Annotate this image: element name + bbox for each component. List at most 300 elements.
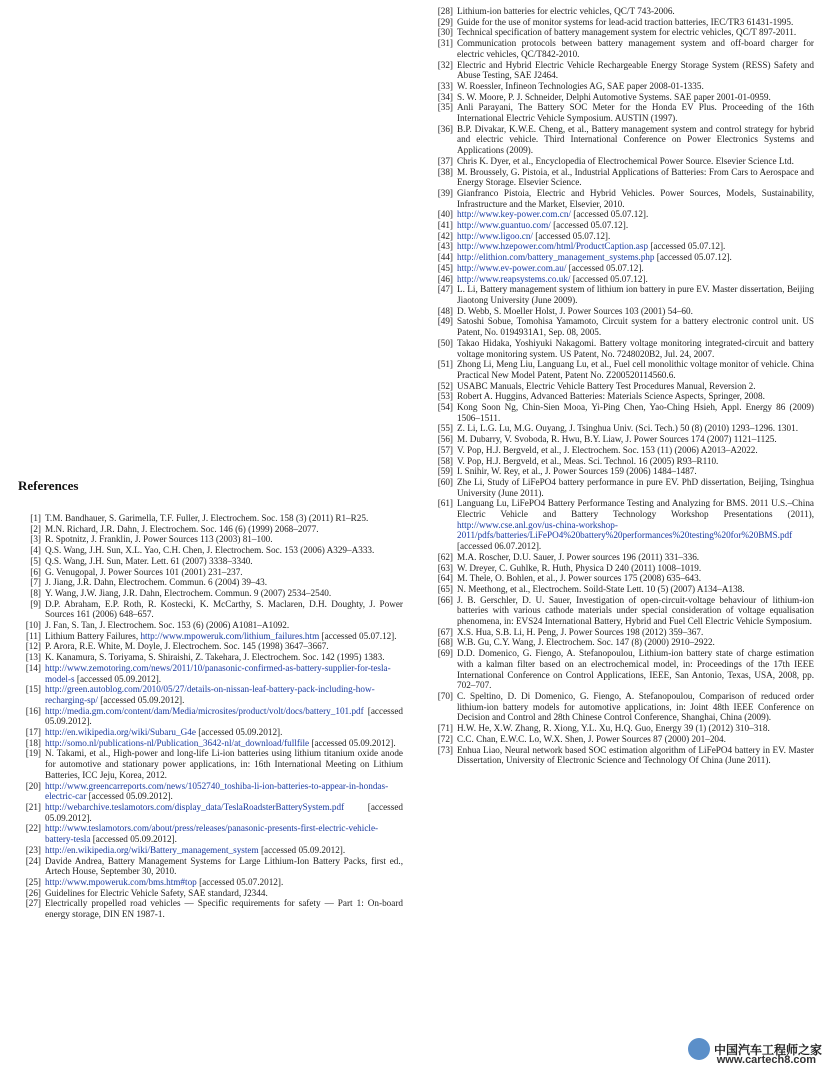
reference-body: M. Dubarry, V. Svoboda, R. Hwu, B.Y. Liaw, J. Power Sources 174 (2007) 1121–1125.	[457, 434, 777, 445]
reference-text	[457, 391, 814, 402]
reference-accessed: [accessed 05.07.12].	[654, 252, 732, 263]
reference-item	[430, 284, 814, 305]
reference-item	[18, 599, 403, 620]
reference-number: [52]	[437, 380, 453, 391]
reference-item	[18, 534, 403, 545]
reference-item	[430, 167, 814, 188]
reference-item	[430, 124, 814, 156]
wechat-logo-icon	[688, 1038, 710, 1060]
reference-accessed: [accessed 05.09.2012].	[86, 791, 173, 802]
reference-text	[45, 748, 403, 780]
reference-text	[457, 231, 814, 242]
reference-accessed: [accessed 05.09.2012].	[258, 844, 346, 855]
reference-text	[45, 652, 403, 663]
reference-body: H.W. He, X.W. Zhang, R. Xiong, Y.L. Xu, H.Q. Guo, Energy 39 (1) (2012) 310–318.	[457, 723, 770, 734]
reference-number: [60]	[437, 476, 453, 487]
reference-number: [54]	[437, 402, 453, 413]
reference-text	[45, 802, 403, 823]
reference-link[interactable]: http://www.greencarreports.com/news/1052740_toshiba-li-ion-batteries-to-appear-in-hondas-electric-car	[45, 780, 389, 802]
reference-text	[45, 684, 403, 705]
reference-link[interactable]: http://en.wikipedia.org/wiki/Battery_management_system	[45, 844, 259, 855]
reference-item	[18, 877, 403, 888]
reference-text	[45, 845, 403, 856]
reference-item	[430, 477, 814, 498]
reference-number: [42]	[437, 230, 453, 241]
reference-number: [61]	[437, 498, 453, 509]
reference-text	[457, 284, 814, 305]
reference-text	[45, 738, 403, 749]
reference-text	[457, 573, 814, 584]
left-reference-list	[18, 513, 403, 920]
reference-item	[430, 595, 814, 627]
reference-body: Lithium-ion batteries for electric vehicles, QC/T 743-2006.	[457, 6, 675, 16]
reference-text	[457, 274, 814, 285]
reference-number: [72]	[437, 733, 453, 744]
reference-item	[18, 577, 403, 588]
reference-accessed: [accessed 05.07.12].	[319, 630, 397, 641]
reference-item	[18, 706, 403, 727]
reference-text	[457, 241, 814, 252]
reference-body: Robert A. Huggins, Advanced Batteries: Materials Science Aspects, Springer, 2008.	[457, 391, 765, 402]
reference-accessed: [accessed 05.07.12].	[550, 220, 629, 231]
reference-item	[18, 663, 403, 684]
reference-item	[430, 552, 814, 563]
reference-text	[45, 556, 403, 567]
reference-item	[430, 241, 814, 252]
reference-item	[430, 27, 814, 38]
reference-text	[457, 584, 814, 595]
reference-number: [58]	[437, 455, 453, 466]
watermark-text: 中国汽车工程师之家	[713, 1042, 822, 1057]
reference-item	[430, 92, 814, 103]
reference-item	[430, 498, 814, 552]
reference-number: [29]	[437, 16, 453, 27]
reference-item	[430, 573, 814, 584]
reference-text	[45, 781, 403, 802]
reference-body: W. Dreyer, C. Guhlke, R. Huth, Physica D 240 (2011) 1008–1019.	[457, 562, 702, 573]
reference-item	[18, 588, 403, 599]
reference-text	[457, 434, 814, 445]
reference-body: Communication protocols between battery management system and off-board charger for electric vehicles, QC/T842-2010.	[457, 38, 814, 59]
reference-body: J. Fan, S. Tan, J. Electrochem. Soc. 153 (6) (2006) A1081–A1092.	[45, 620, 290, 631]
reference-text	[457, 745, 814, 766]
reference-text	[45, 567, 403, 578]
reference-text	[457, 124, 814, 156]
reference-number: [35]	[437, 102, 453, 113]
reference-item	[18, 727, 403, 738]
reference-text	[457, 498, 814, 552]
reference-body: M.A. Roscher, D.U. Sauer, J. Power sources 196 (2011) 331–336.	[457, 551, 700, 562]
reference-text	[45, 577, 403, 588]
reference-text	[457, 381, 814, 392]
reference-text	[457, 17, 814, 28]
reference-body: Electric and Hybrid Electric Vehicle Rechargeable Energy Storage System (RESS) Safety and Abuse Testing, SAE J2464.	[457, 59, 814, 81]
reference-body: W.B. Gu, C.Y. Wang, J. Electrochem. Soc. 147 (8) (2000) 2910–2922.	[457, 637, 715, 648]
reference-text	[457, 338, 814, 359]
reference-body: Kong Soon Ng, Chin-Sien Mooa, Yi-Ping Chen, Yao-Ching Hsieh, Appl. Energy 86 (2009) 1506–1511.	[457, 402, 814, 423]
reference-body: M.N. Richard, J.R. Dahn, J. Electrochem. Soc. 146 (6) (1999) 2068–2077.	[45, 523, 319, 534]
reference-number: [26]	[25, 887, 41, 898]
reference-item	[430, 563, 814, 574]
reference-number: [16]	[25, 705, 41, 716]
reference-text	[45, 823, 403, 844]
reference-body: Anli Parayani, The Battery SOC Meter for the Honda EV Plus. Proceeding of the 16th International Electric Vehicle Symposium. AUSTIN (1997).	[457, 102, 814, 124]
reference-body: W. Roessler, Infineon Technologies AG, SAE paper 2008-01-1335.	[457, 80, 704, 91]
reference-number: [71]	[437, 723, 453, 734]
reference-accessed: [accessed 05.07.12].	[570, 209, 649, 220]
reference-text	[457, 402, 814, 423]
reference-number: [67]	[437, 626, 453, 637]
reference-text	[45, 888, 403, 899]
reference-body: Zhong Li, Meng Liu, Languang Lu, et al., Fuel cell monolithic voltage monitor of vehicle. China Practical New Model Patent, Patent No. Z200520114560.6.	[457, 359, 814, 380]
reference-item	[18, 888, 403, 899]
reference-item	[430, 445, 814, 456]
reference-text	[45, 898, 403, 919]
reference-link[interactable]: http://www.key-power.com.cn/	[457, 209, 571, 220]
reference-body: Guide for the use of monitor systems for lead-acid traction batteries, IEC/TR3 61431-1995.	[457, 16, 794, 27]
reference-link[interactable]: http://www.ligoo.cn/	[457, 230, 533, 241]
reference-number: [32]	[437, 59, 453, 70]
reference-item	[18, 620, 403, 631]
reference-number: [20]	[25, 780, 41, 791]
reference-number: [30]	[437, 27, 453, 38]
reference-item	[18, 652, 403, 663]
reference-text	[45, 524, 403, 535]
reference-number: [36]	[437, 123, 453, 134]
reference-body: I. Snihir, W. Rey, et al., J. Power Sources 159 (2006) 1484–1487.	[457, 466, 697, 477]
reference-text	[457, 627, 814, 638]
reference-item	[18, 738, 403, 749]
reference-number: [62]	[437, 551, 453, 562]
reference-item	[18, 781, 403, 802]
reference-number: [34]	[437, 91, 453, 102]
reference-number: [11]	[26, 630, 41, 641]
reference-body: M. Broussely, G. Pistoia, et al., Industrial Applications of Batteries: From Cars to Aerospace and Energy Storage. Elsevier Science.	[457, 166, 814, 188]
reference-body: J. B. Gerschler, D. U. Sauer, Investigation of open-circuit-voltage behaviour of lithium-ion batteries with various cathode materials under special consideration of voltage equalisation phenomena, in: EVS24 International Battery, Hybrid and Fuel Cell Electric Vehicle Symposium.	[457, 594, 814, 627]
reference-body: Gianfranco Pistoia, Electric and Hybrid Vehicles. Power Sources, Models, Sustainability, Infrastructure and the Market, Elsevier, 2010.	[457, 187, 814, 209]
reference-link[interactable]: http://www.mpoweruk.com/bms.htm#top	[45, 876, 197, 887]
reference-body: J. Jiang, J.R. Dahn, Electrochem. Commun. 6 (2004) 39–43.	[45, 577, 268, 588]
reference-body: Davide Andrea, Battery Management Systems for Large Lithium-Ion Battery Packs, first ed., Artech House, September 30, 2010.	[45, 855, 403, 877]
reference-text	[457, 60, 814, 81]
reference-body: Takao Hidaka, Yoshiyuki Nakagomi. Battery voltage monitoring integrated-circuit and battery voltage monitoring system. US Patent, No. 7248020B2, Jul. 24, 2007.	[457, 337, 814, 359]
reference-item	[430, 188, 814, 209]
reference-text	[45, 513, 403, 524]
reference-text	[457, 466, 814, 477]
reference-text	[457, 552, 814, 563]
reference-number: [47]	[437, 284, 453, 295]
reference-text	[457, 6, 814, 17]
reference-item	[430, 316, 814, 337]
reference-text	[45, 663, 403, 684]
reference-number: [59]	[437, 466, 453, 477]
reference-item	[18, 823, 403, 844]
reference-number: [55]	[437, 423, 453, 434]
reference-text	[457, 359, 814, 380]
reference-body: C.C. Chan, E.W.C. Lo, W.X. Shen, J. Power Sources 87 (2000) 201–204.	[457, 733, 726, 744]
reference-item	[430, 423, 814, 434]
reference-text	[457, 156, 814, 167]
reference-item	[430, 274, 814, 285]
reference-number: [24]	[25, 855, 41, 866]
reference-link[interactable]: http://www.ev-power.com.au/	[457, 262, 567, 273]
reference-number: [38]	[437, 166, 453, 177]
right-reference-list	[430, 6, 814, 766]
reference-link[interactable]: http://somo.nl/publications-nl/Publication_3642-nl/at_download/fullfile	[45, 737, 310, 748]
reference-text	[45, 727, 403, 738]
reference-text	[457, 595, 814, 627]
reference-text	[457, 423, 814, 434]
reference-item	[430, 456, 814, 467]
reference-body: D.P. Abraham, E.P. Roth, R. Kostecki, K. McCarthy, S. Maclaren, D.H. Doughty, J. Power Sources 161 (2006) 648–657.	[45, 598, 403, 620]
reference-body: G. Venugopal, J. Power Sources 101 (2001) 231–237.	[45, 566, 243, 577]
reference-number: [27]	[25, 898, 41, 909]
reference-item	[430, 648, 814, 691]
reference-body: Q.S. Wang, J.H. Sun, Mater. Lett. 61 (2007) 3338–3340.	[45, 555, 253, 566]
reference-accessed: [accessed 05.09.2012].	[74, 673, 162, 684]
reference-item	[430, 156, 814, 167]
reference-text	[45, 534, 403, 545]
reference-link[interactable]: http://elithion.com/battery_management_systems.php	[457, 252, 655, 263]
reference-body: N. Takami, et al., High-power and long-life Li-ion batteries using lithium titanium oxide anode for automotive and stationary power applications, in: 16th International Meeting on Lithium Batteries, ICC Jeju, Korea, 2012.	[45, 748, 403, 780]
reference-number: [64]	[437, 573, 453, 584]
reference-number: [4]	[30, 545, 41, 556]
reference-number: [12]	[25, 641, 41, 652]
reference-text	[45, 599, 403, 620]
reference-item	[18, 845, 403, 856]
reference-item	[430, 338, 814, 359]
reference-text	[457, 477, 814, 498]
reference-item	[430, 734, 814, 745]
reference-number: [53]	[437, 391, 453, 402]
reference-item	[18, 641, 403, 652]
reference-item	[430, 434, 814, 445]
reference-text	[457, 648, 814, 691]
reference-link[interactable]: http://www.teslamotors.com/about/press/releases/panasonic-presents-first-electric-vehicle-battery-tesla	[45, 823, 379, 845]
reference-body: C. Speltino, D. Di Domenico, G. Fiengo, A. Stefanopoulou, Comparison of reduced order lithium-ion battery models for automotive applications, in: Joint 48th IEEE Conference on Decision and Control and 28th Chinese Control Conference, Shanghai, China (2009).	[457, 691, 814, 723]
reference-item	[18, 513, 403, 524]
reference-body: Zhe Li, Study of LiFePO4 battery performance in pure EV. PhD dissertation, Beijing, Tsinghua University (June 2011).	[457, 476, 814, 498]
reference-item	[430, 627, 814, 638]
reference-text	[45, 877, 403, 888]
reference-number: [73]	[437, 744, 453, 755]
reference-body: T.M. Bandhauer, S. Garimella, T.F. Fuller, J. Electrochem. Soc. 158 (3) (2011) R1–R25.	[45, 513, 369, 523]
reference-item	[430, 17, 814, 28]
reference-item	[430, 723, 814, 734]
reference-number: [37]	[437, 155, 453, 166]
reference-item	[430, 220, 814, 231]
reference-number: [5]	[30, 555, 41, 566]
reference-item	[18, 802, 403, 823]
reference-text	[457, 102, 814, 123]
reference-accessed: [accessed 05.09.2012].	[45, 705, 403, 727]
reference-text	[457, 220, 814, 231]
reference-body: Y. Wang, J.W. Jiang, J.R. Dahn, Electrochem. Commun. 9 (2007) 2534–2540.	[45, 587, 332, 598]
reference-accessed: [accessed 05.07.12].	[532, 230, 611, 241]
reference-text	[457, 92, 814, 103]
reference-link[interactable]: http://en.wikipedia.org/wiki/Subaru_G4e	[45, 727, 196, 738]
reference-text	[45, 588, 403, 599]
reference-item	[18, 856, 403, 877]
reference-text	[45, 641, 403, 652]
reference-link[interactable]: http://www.guantuo.com/	[457, 220, 551, 231]
reference-item	[430, 359, 814, 380]
reference-link[interactable]: http://www.reapsystems.co.uk/	[457, 273, 571, 284]
reference-link[interactable]: http://media.gm.com/content/dam/Media/microsites/product/volt/docs/battery_101.pdf	[45, 705, 364, 716]
reference-number: [1]	[30, 513, 41, 523]
reference-body: Electrically propelled road vehicles — Specific requirements for safety — Part 1: On-board energy storage, DIN EN 1987-1.	[45, 898, 403, 920]
reference-item	[430, 81, 814, 92]
reference-item	[430, 402, 814, 423]
reference-link[interactable]: http://webarchive.teslamotors.com/display_data/TeslaRoadsterBatterySystem.pdf	[45, 801, 345, 812]
reference-number: [66]	[437, 594, 453, 605]
reference-body: S. W. Moore, P. J. Schneider, Delphi Automotive Systems. SAE paper 2001-01-0959.	[457, 91, 771, 102]
reference-body: USABC Manuals, Electric Vehicle Battery Test Procedures Manual, Reversion 2.	[457, 380, 756, 391]
reference-text	[45, 620, 403, 631]
reference-item	[430, 209, 814, 220]
reference-text	[457, 306, 814, 317]
reference-number: [23]	[25, 844, 41, 855]
reference-item	[430, 745, 814, 766]
reference-body: D. Webb, S. Moeller Holst, J. Power Sources 103 (2001) 54–60.	[457, 305, 693, 316]
reference-text	[457, 563, 814, 574]
reference-number: [13]	[25, 652, 41, 663]
reference-item	[430, 231, 814, 242]
reference-text	[457, 734, 814, 745]
reference-number: [9]	[30, 598, 41, 609]
reference-item	[430, 6, 814, 17]
reference-item	[430, 466, 814, 477]
reference-item	[430, 691, 814, 723]
reference-text	[457, 263, 814, 274]
reference-body: D.D. Domenico, G. Fiengo, A. Stefanopoulou, Lithium-ion battery state of charge estimation with a kalman filter based on an electrochemical model, in: Proceedings of the 17th IEEE International Conference on Control Applications, IEEE, San Antonio, Texas, USA, 2008, pp. 702–707.	[457, 648, 814, 691]
reference-item	[430, 391, 814, 402]
reference-number: [43]	[437, 241, 453, 252]
reference-number: [49]	[437, 316, 453, 327]
reference-body: Lithium Battery Failures,	[45, 630, 141, 641]
reference-body: Technical specification of battery management system for electric vehicles, QC/T 897-2011.	[457, 27, 797, 38]
reference-text	[457, 252, 814, 263]
reference-number: [7]	[30, 577, 41, 588]
reference-body: Chris K. Dyer, et al., Encyclopedia of Electrochemical Power Source. Elsevier Science Ltd.	[457, 155, 794, 166]
reference-item	[430, 102, 814, 123]
reference-text	[457, 209, 814, 220]
reference-link[interactable]: http://www.cse.anl.gov/us-china-workshop-2011/pdfs/batteries/LiFePO4%20battery%20performances%20testing%20for%20BMS.pdf	[457, 519, 793, 541]
reference-body: M. Thele, O. Bohlen, et al., J. Power sources 175 (2008) 635–643.	[457, 573, 702, 584]
reference-item	[18, 545, 403, 556]
reference-number: [22]	[25, 823, 41, 834]
reference-number: [2]	[30, 523, 41, 534]
reference-item	[18, 631, 403, 642]
reference-text	[457, 691, 814, 723]
reference-item	[18, 556, 403, 567]
reference-number: [70]	[437, 691, 453, 701]
right-column	[430, 6, 814, 766]
reference-body: Z. Li, L.G. Lu, M.G. Ouyang, J. Tsinghua Univ. (Sci. Tech.) 50 (8) (2010) 1293–1296. 1301.	[457, 423, 798, 434]
reference-accessed: [accessed 05.09.2012].	[97, 694, 185, 705]
reference-number: [15]	[25, 684, 41, 695]
reference-text	[457, 81, 814, 92]
reference-body: V. Pop, H.J. Bergveld, et al., J. Electrochem. Soc. 153 (11) (2006) A2013–A2022.	[457, 444, 758, 455]
reference-text	[457, 38, 814, 59]
reference-accessed: [accessed 05.09.2012].	[45, 801, 403, 823]
reference-item	[430, 381, 814, 392]
reference-accessed: [accessed 05.09.2012].	[90, 834, 177, 845]
reference-number: [48]	[437, 305, 453, 316]
reference-number: [6]	[30, 566, 41, 577]
reference-number: [69]	[437, 648, 453, 659]
reference-number: [50]	[437, 337, 453, 348]
reference-body: L. Li, Battery management system of lithium ion battery in pure EV. Master dissertation, Beijing Jiaotong University (June 2009).	[457, 284, 814, 305]
reference-number: [19]	[25, 748, 41, 759]
reference-item	[430, 252, 814, 263]
reference-link[interactable]: http://www.zemotoring.com/news/2011/10/panasonic-confirmed-as-battery-supplier-for-tesla-model-s	[45, 662, 391, 684]
reference-number: [63]	[437, 562, 453, 573]
reference-link[interactable]: http://www.hzepower.com/html/ProductCaption.asp	[457, 241, 649, 252]
reference-body: R. Spotnitz, J. Franklin, J. Power Sources 113 (2003) 81–100.	[45, 534, 273, 545]
reference-item	[18, 898, 403, 919]
reference-number: [33]	[437, 80, 453, 91]
reference-body: Languang Lu, LiFePO4 Battery Performance Testing and Analyzing for BMS. 2011 U.S.–China Electric Vehicle and Battery Technology Workshop Presentations (2011),	[457, 498, 814, 520]
reference-item	[18, 524, 403, 535]
reference-link[interactable]: http://www.mpoweruk.com/lithium_failures.htm	[140, 630, 320, 641]
reference-item	[430, 637, 814, 648]
reference-number: [8]	[30, 587, 41, 598]
reference-link[interactable]: http://green.autoblog.com/2010/05/27/details-on-nissan-leaf-battery-pack-including-how-recharging-sp/	[45, 684, 375, 705]
reference-body: Q.S. Wang, J.H. Sun, X.L. Yao, C.H. Chen, J. Electrochem. Soc. 153 (2006) A329–A333.	[45, 545, 375, 556]
reference-item	[430, 60, 814, 81]
reference-text	[457, 456, 814, 467]
reference-accessed: [accessed 05.09.2012].	[309, 737, 396, 748]
watermark-url: www.cartech8.com	[716, 1054, 816, 1066]
reference-number: [39]	[437, 187, 453, 198]
reference-accessed: [accessed 06.07.2012].	[457, 541, 542, 552]
reference-accessed: [accessed 05.07.2012].	[196, 876, 284, 887]
reference-body: Guidelines for Electric Vehicle Safety, SAE standard, J2344.	[45, 887, 268, 898]
reference-number: [3]	[30, 534, 41, 545]
reference-number: [41]	[437, 220, 453, 231]
reference-text	[457, 188, 814, 209]
reference-text	[457, 27, 814, 38]
reference-number: [44]	[437, 252, 453, 263]
reference-item	[18, 684, 403, 705]
reference-body: B.P. Divakar, K.W.E. Cheng, et al., Battery management system and control strategy for hybrid and electric vehicle. Third International Conference on Power Electronics Systems and Applications (2009).	[457, 123, 814, 156]
reference-number: [28]	[437, 6, 453, 16]
reference-item	[18, 567, 403, 578]
reference-number: [56]	[437, 434, 453, 445]
reference-item	[430, 38, 814, 59]
reference-number: [18]	[25, 737, 41, 748]
reference-item	[430, 584, 814, 595]
reference-number: [17]	[25, 727, 41, 738]
reference-accessed: [accessed 05.07.12].	[648, 241, 726, 252]
reference-text	[457, 445, 814, 456]
reference-text	[45, 631, 403, 642]
reference-number: [14]	[25, 662, 41, 673]
reference-body: P. Arora, R.E. White, M. Doyle, J. Electrochem. Soc. 145 (1998) 3647–3667.	[45, 641, 329, 652]
reference-number: [21]	[25, 801, 41, 812]
reference-number: [25]	[25, 876, 41, 887]
reference-text	[457, 637, 814, 648]
reference-text	[457, 167, 814, 188]
reference-number: [45]	[437, 262, 453, 273]
reference-body: K. Kanamura, S. Toriyama, S. Shiraishi, Z. Takehara, J. Electrochem. Soc. 142 (1995) 1383.	[45, 652, 385, 663]
reference-accessed: [accessed 05.07.12].	[566, 262, 644, 273]
reference-number: [46]	[437, 273, 453, 284]
reference-item	[430, 306, 814, 317]
reference-item	[430, 263, 814, 274]
reference-number: [57]	[437, 444, 453, 455]
